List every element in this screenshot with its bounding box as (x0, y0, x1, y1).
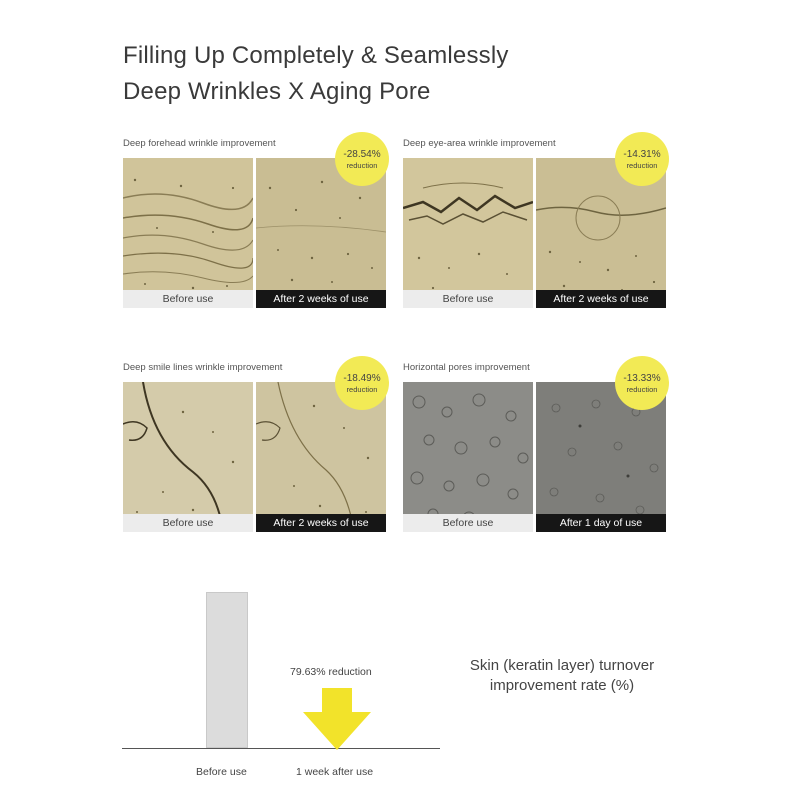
badge-label: reduction (626, 384, 658, 394)
panel-smile-lines (123, 362, 383, 552)
badge-percent: -18.49% (343, 372, 381, 384)
before-photo (403, 382, 533, 532)
before-caption: Before use (403, 514, 533, 532)
bar-before-use (206, 592, 248, 748)
before-photo (403, 158, 533, 308)
panel-title: Deep smile lines wrinkle improvement (123, 362, 283, 373)
chart-ylabel-line-2: improvement rate (%) (489, 677, 635, 694)
panel-forehead (123, 138, 383, 328)
reduction-badge (615, 356, 669, 410)
after-caption: After 2 weeks of use (256, 514, 386, 532)
headline-line-1: Filling Up Completely & Seamlessly (123, 42, 509, 69)
x-label-after: 1 week after use (296, 766, 374, 778)
down-arrow-icon (301, 688, 373, 750)
panel-eye-area (403, 138, 663, 328)
badge-label: reduction (626, 160, 658, 170)
headline-line-2: Deep Wrinkles X Aging Pore (123, 78, 431, 105)
chart-baseline (122, 748, 440, 749)
panel-horizontal-pores (403, 362, 663, 552)
reduction-badge (335, 356, 389, 410)
chart-ylabel-line-1: Skin (keratin layer) turnover (469, 657, 655, 674)
panel-title: Horizontal pores improvement (403, 362, 530, 373)
reduction-badge (335, 132, 389, 186)
x-label-before: Before use (196, 766, 247, 778)
badge-label: reduction (346, 384, 378, 394)
before-caption: Before use (123, 290, 253, 308)
before-caption: Before use (123, 514, 253, 532)
after-caption: After 2 weeks of use (256, 290, 386, 308)
reduction-badge (615, 132, 669, 186)
turnover-chart (0, 570, 800, 800)
before-caption: Before use (403, 290, 533, 308)
badge-label: reduction (346, 160, 378, 170)
reduction-annotation: 79.63% reduction (290, 666, 372, 678)
panel-title: Deep forehead wrinkle improvement (123, 138, 276, 149)
badge-percent: -13.33% (623, 372, 661, 384)
after-caption: After 1 day of use (536, 514, 666, 532)
panel-title: Deep eye-area wrinkle improvement (403, 138, 556, 149)
badge-percent: -28.54% (343, 148, 381, 160)
before-photo (123, 158, 253, 308)
chart-ylabel (432, 656, 692, 696)
before-photo (123, 382, 253, 532)
after-caption: After 2 weeks of use (536, 290, 666, 308)
badge-percent: -14.31% (623, 148, 661, 160)
headline (123, 38, 683, 110)
